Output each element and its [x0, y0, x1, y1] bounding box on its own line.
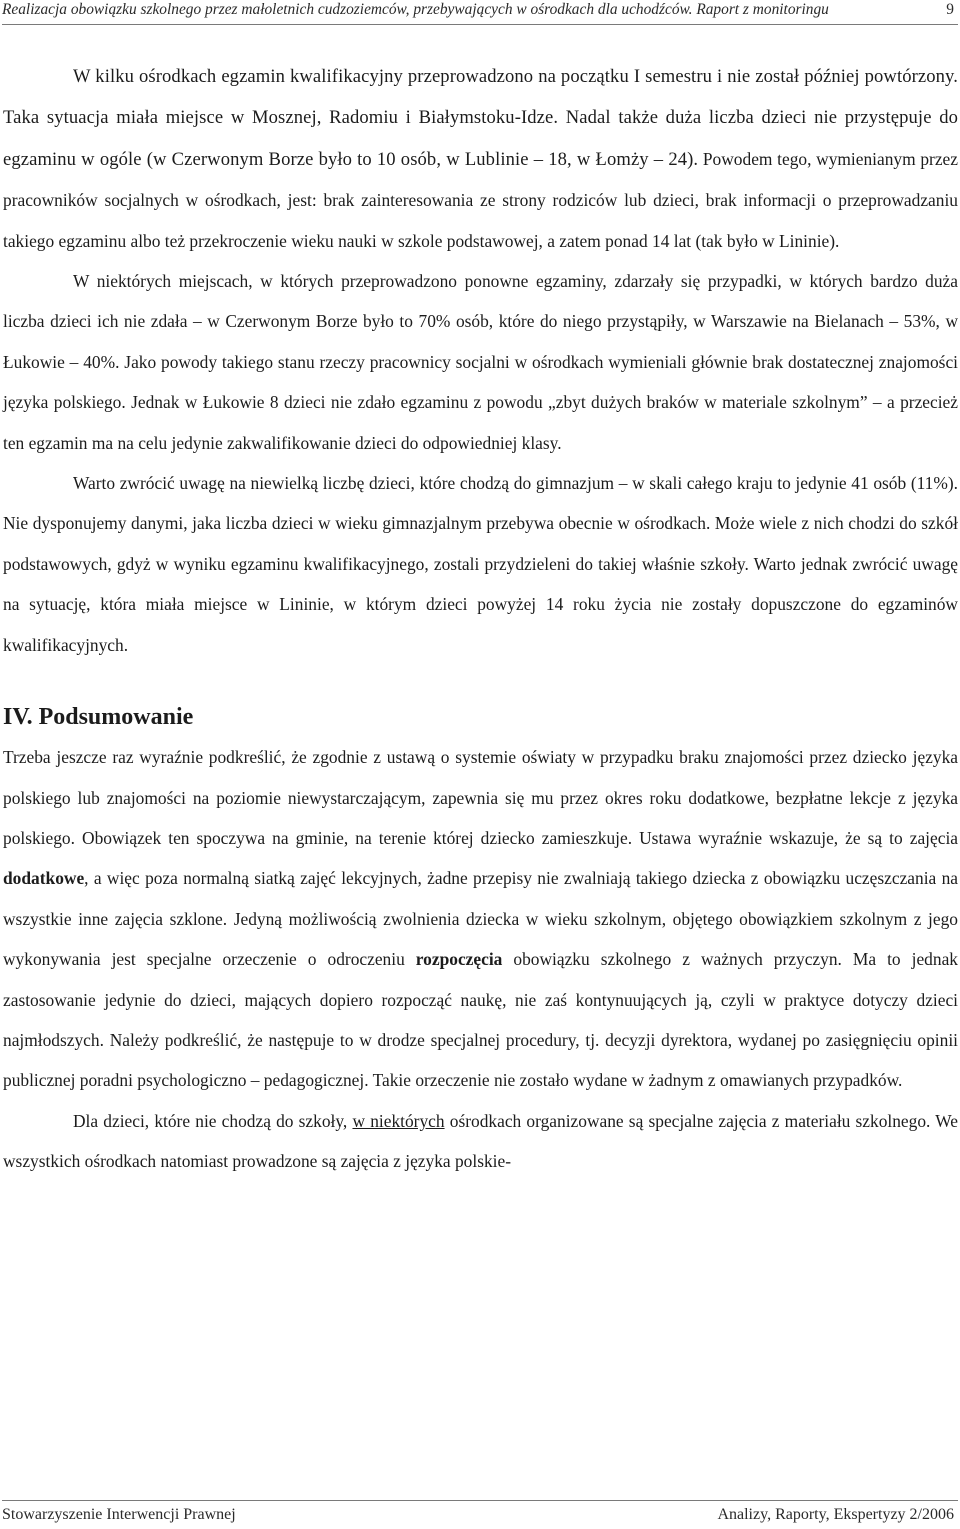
document-body [3, 56, 958, 1182]
paragraph-exam-failures-part2: Jako powody takiego stanu rzeczy pracownicy socjalni w ośrodkach wymieniali głównie brak dostatecznej znajomości języka polskiego. Jednak w Łukowie 8 dzieci nie zdało egzaminu z powodu „zbyt dużych braków w materiale szkolnym” – a przecież ten egzamin ma na celu jedynie zakwalifikowanie dzieci do odpowiedniej klasy. [3, 351, 959, 453]
running-title: Realizacja obowiązku szkolnego przez małoletnich cudzoziemców, przebywających w ośrodkach dla uchodźców. Raport z monitoringu [2, 1, 829, 18]
paragraph-exam-failures [3, 261, 958, 463]
footer-organization: Stowarzyszenie Interwencji Prawnej [2, 1506, 236, 1523]
footer-series: Analizy, Raporty, Ekspertyzy 2/2006 [717, 1506, 954, 1523]
emphasis-dodatkowe: dodatkowe [3, 868, 85, 889]
running-header [2, 0, 958, 25]
running-footer [2, 1500, 958, 1529]
paragraph-summary-part3: obowiązku szkolnego z ważnych przyczyn. Ma to jednak zastosowanie jedynie do dzieci, mających dopiero rozpocząć naukę, nie zaś kontynuujących ją, czyli w praktyce dotyczy dzieci najmłodszych. Należy podkreślić, że następuje to w drodze specjalnej procedury, tj. decyzji dyrektora, wydanej po zasięgnięciu opinii publicznej poradni psychologiczno – pedagogicznej. Takie orzeczenie nie zostało wydane w żadnym z omawianych przypadków. [3, 949, 958, 1091]
emphasis-rozpoczecia: rozpoczęcia [415, 949, 503, 970]
section-heading: IV. Podsumowanie [3, 704, 194, 731]
page-number: 9 [946, 1, 954, 18]
paragraph-gymnasium: Warto zwrócić uwagę na niewielką liczbę dzieci, które chodzą do gimnazjum – w skali całego kraju to jedynie 41 osób (11%). Nie dysponujemy danymi, jaka liczba dzieci w wieku gimnazjalnym przebywa obecnie w ośrodkach. Może wiele z nich chodzi do szkół podstawowych, gdyż w wyniku egzaminu kwalifikacyjnego, zostali przydzieleni do takiej właśnie szkoły. Warto jednak zwrócić uwagę na sytuację, która miała miejsce w Lininie, w którym dzieci powyżej 14 roku życia nie zostały dopuszczone do egzaminów kwalifikacyjnych. [3, 473, 958, 655]
paragraph-special-classes-part1: Dla dzieci, które nie chodzą do szkoły, [73, 1110, 353, 1131]
paragraph-exam-timing-part2: Powodem tego, wymienianym przez pracowników socjalnych w ośrodkach, jest: brak zainteresowania ze strony rodziców lub dzieci, brak informacji o przeprowadzaniu takiego egzaminu albo też przekroczenie wieku nauki w szkole podstawowej, a zatem ponad 14 lat (tak było w Lininie). [3, 148, 958, 251]
paragraph-summary [3, 737, 958, 1101]
paragraph-special-classes-part2: ośrodkach organizowane są specjalne zajęcia z materiału szkolnego. We wszystkich ośrodkach natomiast prowadzone są zajęcia z języka polskie- [3, 1110, 958, 1172]
paragraph-exam-failures-part1: W niektórych miejscach, w których przeprowadzono ponowne egzaminy, zdarzały się przypadki, w których bardzo duża liczba dzieci ich nie zdała – w Czerwonym Borze było to 70% osób, które do niego przystąpiły, w Warszawie na Bielanach – 53%, w Łukowie – 40%. [3, 271, 958, 372]
paragraph-exam-timing [3, 56, 958, 261]
underlined-w-niektorych: w niektórych [352, 1110, 445, 1131]
paragraph-summary-part2: , a więc poza normalną siatką zajęć lekcyjnych, żadne przepisy nie zwalniają takiego dziecka z obowiązku uczęszczania na wszystkie inne zajęcia szklone. Jedyną możliwością zwolnienia dziecka w wieku szkolnym, objętego obowiązkiem szkolnym z jego wykonywania jest specjalne orzeczenie o odroczeniu [3, 868, 958, 970]
paragraph-special-classes [3, 1101, 958, 1182]
paragraph-exam-timing-part1: W kilku ośrodkach egzamin kwalifikacyjny przeprowadzono na początku I semestru i nie został później powtórzony. Taka sytuacja miała miejsce w Mosznej, Radomiu i Białymstoku-Idze. Nadal także duża liczba dzieci nie przystępuje do egzaminu w ogóle (w Czerwonym Borze było to 10 osób, w Lublinie – 18, w Łomży – 24). [3, 66, 958, 170]
paragraph-summary-part1: Trzeba jeszcze raz wyraźnie podkreślić, że zgodnie z ustawą o systemie oświaty w przypadku braku znajomości przez dziecko języka polskiego lub znajomości na poziomie niewystarczającym, zapewnia się mu przez okres roku dodatkowe, bezpłatne lekcje z języka polskiego. Obowiązek ten spoczywa na gminie, na terenie której dziecko zamieszkuje. Ustawa wyraźnie wskazuje, że są to zajęcia [3, 747, 958, 848]
